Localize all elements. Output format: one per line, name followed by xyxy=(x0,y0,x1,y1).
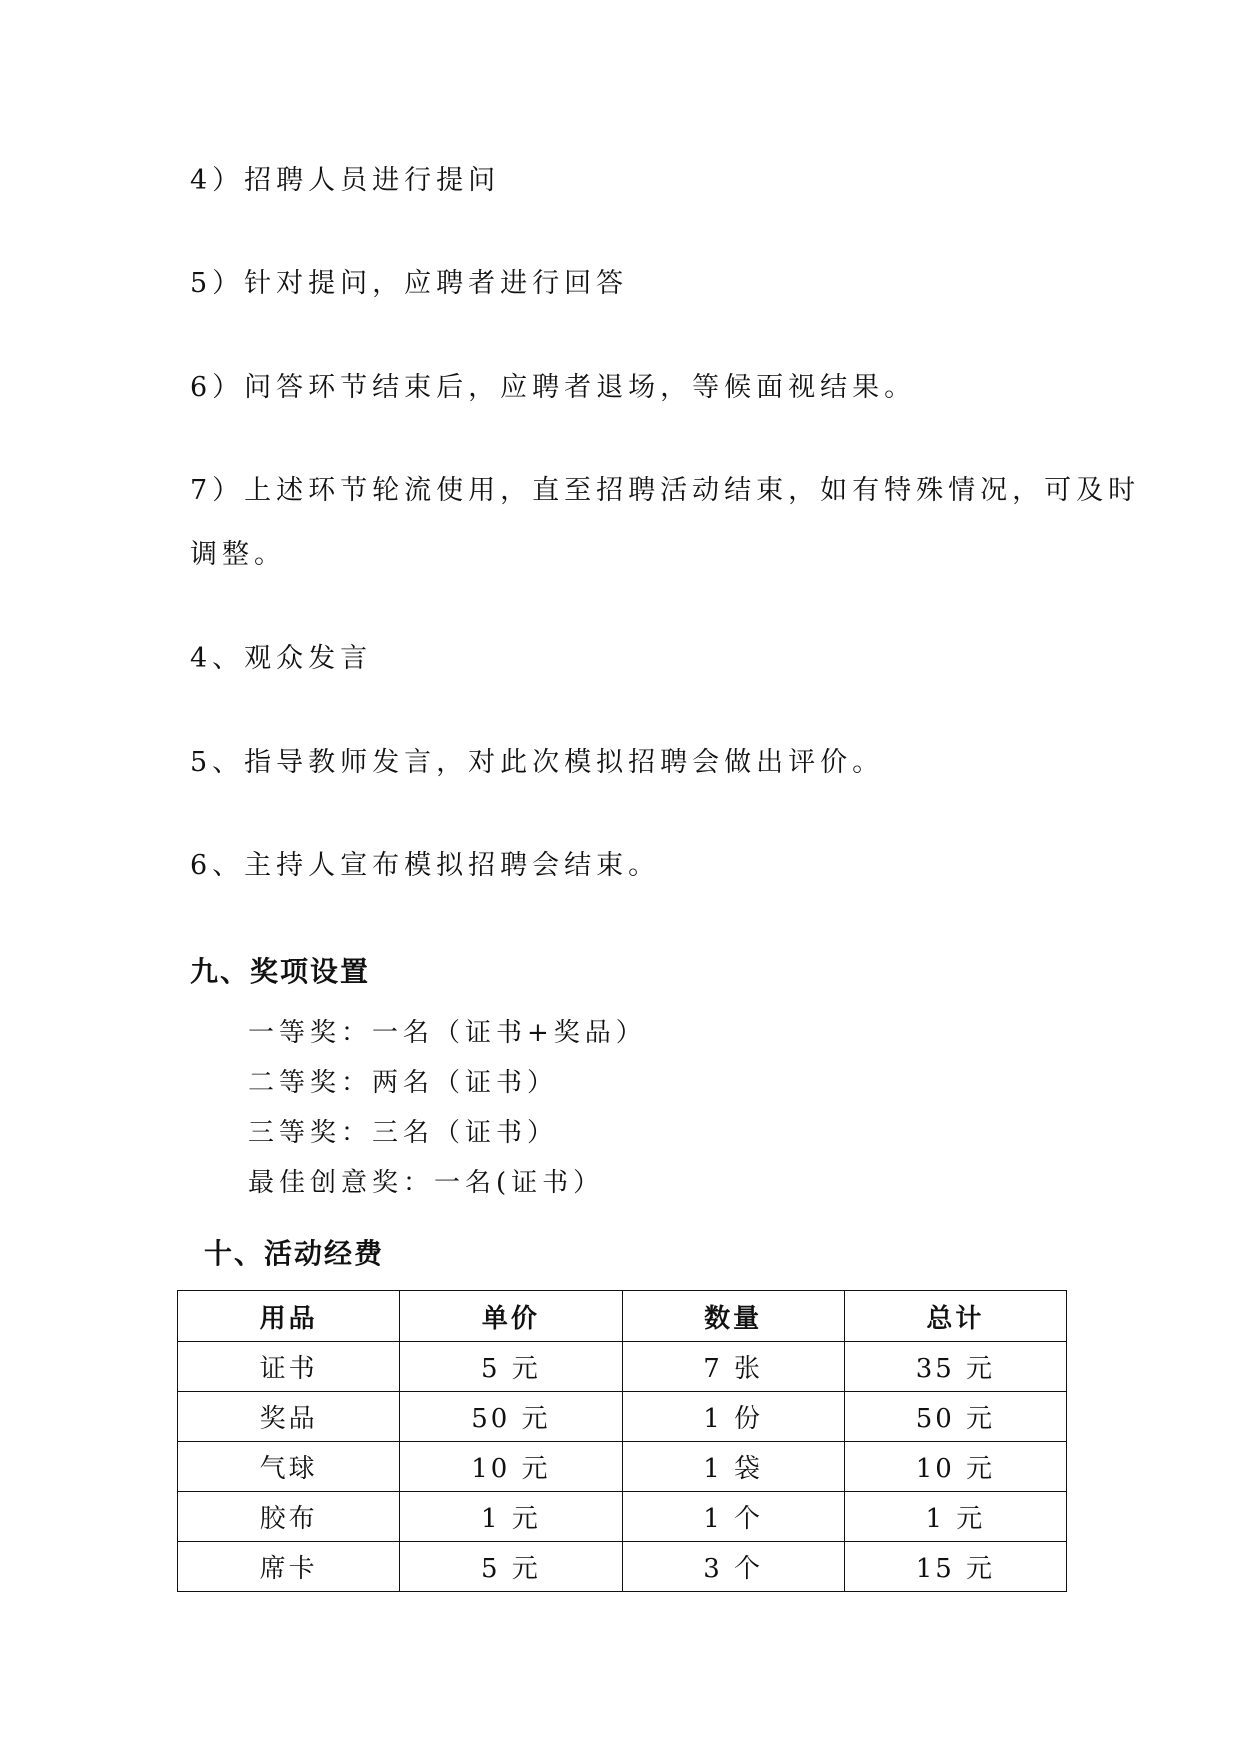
cell-total: 35 元 xyxy=(844,1342,1066,1392)
item-teacher-speech: 5、指导教师发言，对此次模拟招聘会做出评价。 xyxy=(190,747,885,778)
table-row xyxy=(178,1392,1067,1442)
budget-table-header-row xyxy=(178,1291,1067,1342)
award-first-prize: 一等奖：一名（证书+奖品） xyxy=(248,1018,647,1048)
cell-unit-price: 5 元 xyxy=(400,1542,622,1592)
step-7-rotation: 7）上述环节轮流使用，直至招聘活动结束，如有特殊情况，可及时 xyxy=(190,475,1141,506)
table-row xyxy=(178,1442,1067,1492)
cell-quantity: 3 个 xyxy=(622,1542,844,1592)
cell-quantity: 7 张 xyxy=(622,1342,844,1392)
item-host-closing: 6、主持人宣布模拟招聘会结束。 xyxy=(190,850,661,881)
column-header-item: 用品 xyxy=(178,1291,400,1342)
award-second-prize: 二等奖：两名（证书） xyxy=(248,1068,559,1098)
step-5-answering: 5）针对提问，应聘者进行回答 xyxy=(190,268,629,299)
step-7-rotation-continued: 调整。 xyxy=(190,539,286,570)
step-4-questioning: 4）招聘人员进行提问 xyxy=(190,165,501,196)
step-6-exit: 6）问答环节结束后，应聘者退场，等候面视结果。 xyxy=(190,372,917,403)
cell-quantity: 1 个 xyxy=(622,1492,844,1542)
table-row xyxy=(178,1492,1067,1542)
cell-unit-price: 5 元 xyxy=(400,1342,622,1392)
cell-unit-price: 10 元 xyxy=(400,1442,622,1492)
cell-unit-price: 50 元 xyxy=(400,1392,622,1442)
cell-item: 气球 xyxy=(178,1442,400,1492)
cell-quantity: 1 份 xyxy=(622,1392,844,1442)
cell-unit-price: 1 元 xyxy=(400,1492,622,1542)
table-row xyxy=(178,1342,1067,1392)
cell-item: 胶布 xyxy=(178,1492,400,1542)
cell-total: 1 元 xyxy=(844,1492,1066,1542)
budget-heading: 十、活动经费 xyxy=(204,1237,385,1270)
item-audience-speech: 4、观众发言 xyxy=(190,643,373,674)
awards-heading: 九、奖项设置 xyxy=(190,955,371,988)
cell-item: 席卡 xyxy=(178,1542,400,1592)
table-row xyxy=(178,1542,1067,1592)
column-header-unit-price: 单价 xyxy=(400,1291,622,1342)
budget-table xyxy=(177,1290,1067,1592)
cell-total: 10 元 xyxy=(844,1442,1066,1492)
column-header-quantity: 数量 xyxy=(622,1291,844,1342)
column-header-total: 总计 xyxy=(844,1291,1066,1342)
cell-item: 证书 xyxy=(178,1342,400,1392)
award-best-creativity: 最佳创意奖：一名(证书） xyxy=(248,1168,605,1198)
cell-item: 奖品 xyxy=(178,1392,400,1442)
cell-quantity: 1 袋 xyxy=(622,1442,844,1492)
cell-total: 15 元 xyxy=(844,1542,1066,1592)
award-third-prize: 三等奖：三名（证书） xyxy=(248,1118,559,1148)
cell-total: 50 元 xyxy=(844,1392,1066,1442)
